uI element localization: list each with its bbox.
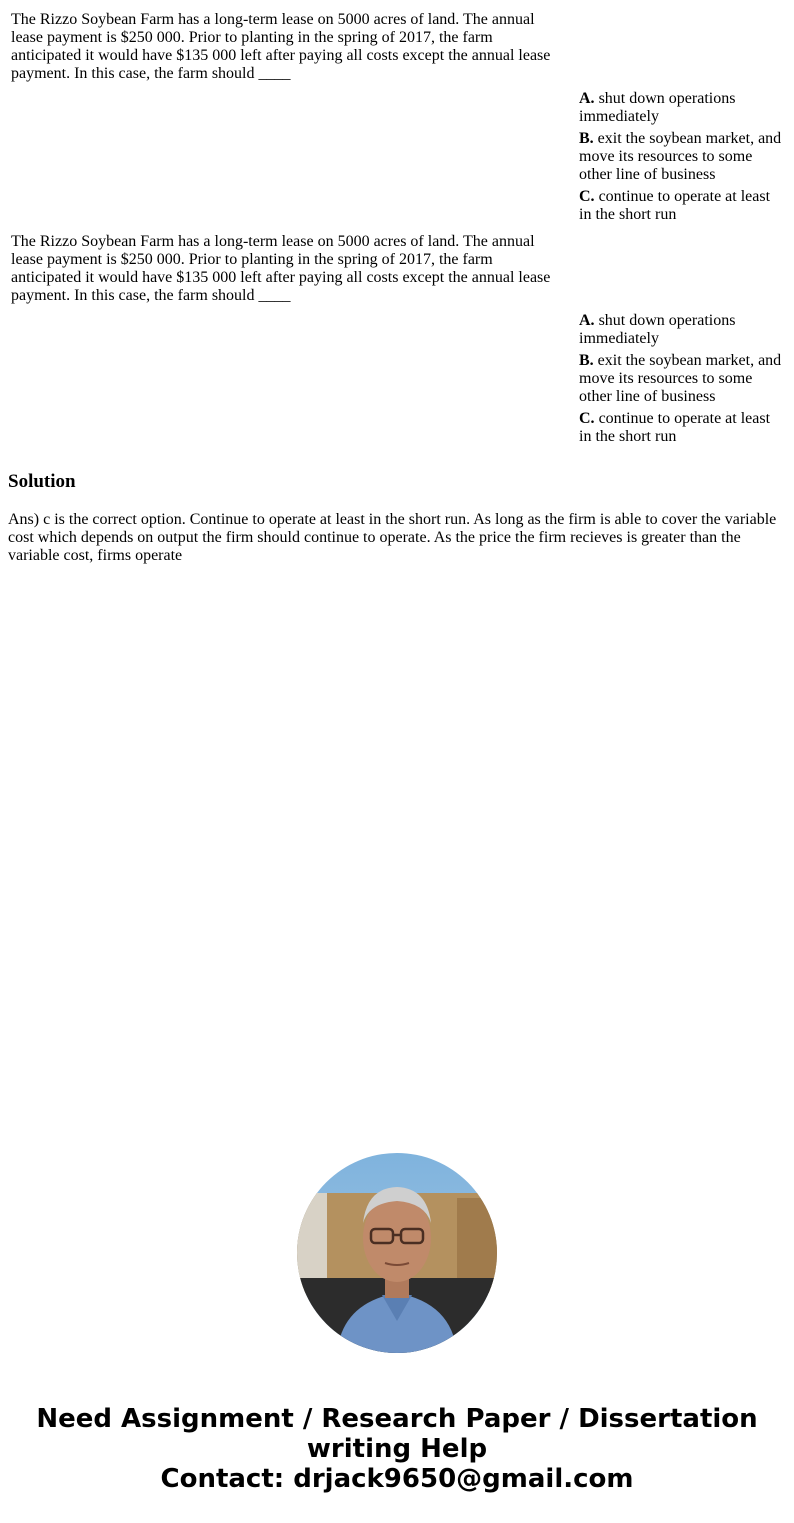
option-letter: B. xyxy=(579,352,594,369)
person-portrait-icon xyxy=(297,1153,497,1353)
option-text: shut down operations immediately xyxy=(579,90,736,125)
solution-text: Ans) c is the correct option. Continue to operate at least in the short run. As long as the firm is able to cover the variable cost which depends on output the firm should continue to operate. As the price the firm recieves is greater than the variable cost, firms operate xyxy=(8,511,777,564)
solution-heading: Solution xyxy=(8,471,76,492)
option-text: continue to operate at least in the short run xyxy=(579,410,771,445)
option-b[interactable] xyxy=(579,352,784,406)
option-text: exit the soybean market, and move its resources to some other line of business xyxy=(579,352,782,405)
option-a[interactable] xyxy=(579,312,784,348)
option-letter: A. xyxy=(579,312,595,329)
question-text: The Rizzo Soybean Farm has a long-term lease on 5000 acres of land. The annual lease payment is $250 000. Prior to planting in the spring of 2017, the farm anticipated it would have $135 000 left after paying all costs except the annual lease payment. In this case, the farm should ____ xyxy=(11,11,551,82)
author-avatar xyxy=(297,1153,497,1353)
option-letter: C. xyxy=(579,188,595,205)
promo-contact[interactable]: Contact: drjack9650@gmail.com xyxy=(160,1464,634,1494)
promo-banner xyxy=(0,1404,794,1494)
options-list xyxy=(579,90,784,228)
option-c[interactable] xyxy=(579,410,784,446)
question-text: The Rizzo Soybean Farm has a long-term lease on 5000 acres of land. The annual lease payment is $250 000. Prior to planting in the spring of 2017, the farm anticipated it would have $135 000 left after paying all costs except the annual lease payment. In this case, the farm should ____ xyxy=(11,233,551,304)
option-letter: B. xyxy=(579,130,594,147)
option-text: exit the soybean market, and move its resources to some other line of business xyxy=(579,130,782,183)
option-text: continue to operate at least in the short run xyxy=(579,188,771,223)
options-list xyxy=(579,312,784,450)
option-text: shut down operations immediately xyxy=(579,312,736,347)
option-b[interactable] xyxy=(579,130,784,184)
option-letter: A. xyxy=(579,90,595,107)
promo-line-1: Need Assignment / Research Paper / Dissertation writing Help xyxy=(36,1404,758,1464)
option-c[interactable] xyxy=(579,188,784,224)
option-letter: C. xyxy=(579,410,595,427)
option-a[interactable] xyxy=(579,90,784,126)
